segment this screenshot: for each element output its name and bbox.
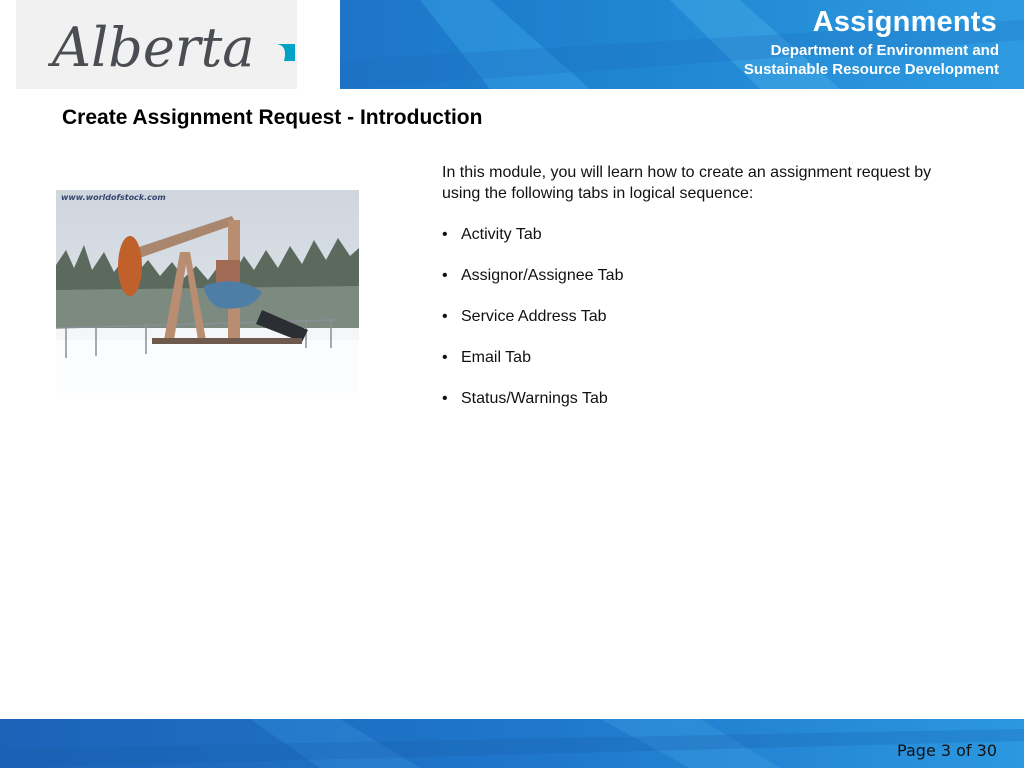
list-item-label: Service Address Tab (461, 308, 607, 325)
tab-list (442, 224, 623, 429)
alberta-logo (16, 0, 297, 89)
bullet-icon: • (442, 390, 448, 407)
bullet-icon: • (442, 267, 448, 284)
intro-paragraph: In this module, you will learn how to create an assignment request by using the following tabs in logical sequence: (442, 164, 932, 202)
list-item (442, 388, 623, 429)
list-item (442, 265, 623, 306)
header-subtitle-line1: Department of Environment and (770, 42, 999, 59)
image-watermark: www.worldofstock.com (61, 193, 166, 202)
slide-footer (0, 719, 1024, 768)
header-department (744, 41, 999, 79)
list-item-label: Status/Warnings Tab (461, 390, 608, 407)
page-title: Create Assignment Request - Introduction (62, 106, 483, 129)
pumpjack-photo (56, 190, 359, 393)
list-item-label: Activity Tab (461, 226, 542, 243)
pumpjack-image-icon (56, 190, 359, 393)
list-item-label: Email Tab (461, 349, 531, 366)
bullet-icon: • (442, 349, 448, 366)
alberta-logo-wordmark: Alberta (52, 16, 255, 79)
list-item-label: Assignor/Assignee Tab (461, 267, 624, 284)
list-item (442, 224, 623, 265)
bullet-icon: • (442, 308, 448, 325)
slide-header (0, 0, 1024, 89)
list-item (442, 347, 623, 388)
bullet-icon: • (442, 226, 448, 243)
alberta-logo-icon (16, 0, 297, 89)
header-banner (340, 0, 1024, 89)
header-subtitle-line2: Sustainable Resource Development (743, 61, 999, 78)
page-number: Page 3 of 30 (897, 741, 997, 760)
footer-streaks-icon (0, 719, 1024, 768)
header-title: Assignments (812, 6, 997, 38)
list-item (442, 306, 623, 347)
